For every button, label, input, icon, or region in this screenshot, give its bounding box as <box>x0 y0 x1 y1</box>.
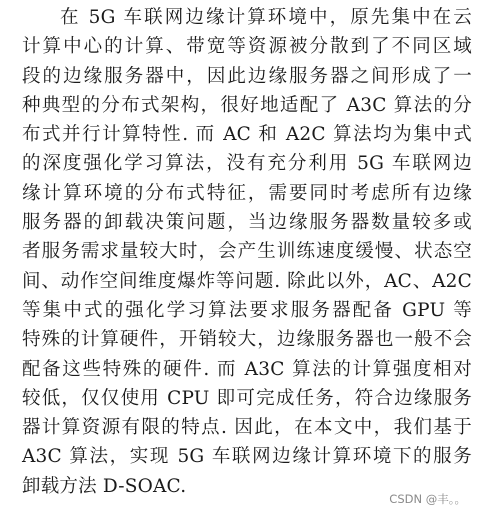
paragraph-line: 卸载方法 D-SOAC. <box>22 475 187 497</box>
paragraph-line: 段的边缘服务器中，因此边缘服务器之间形成了一 <box>22 65 472 87</box>
paragraph-line: 布式并行计算特性. 而 AC 和 A2C 算法均为集中式 <box>22 124 472 146</box>
paragraph-line: 计算中心的计算、带宽等资源被分散到了不同区域 <box>22 36 472 58</box>
paragraph-line: 较低，仅仅使用 CPU 即可完成任务，符合边缘服务 <box>22 387 472 409</box>
csdn-watermark: CSDN @丰。。 <box>389 492 466 506</box>
paragraph-line: 配备这些特殊的硬件. 而 A3C 算法的计算强度相对 <box>22 358 472 380</box>
paragraph-line: 特殊的计算硬件，开销较大，边缘服务器也一般不会 <box>22 329 472 351</box>
paragraph-line: A3C 算法，实现 5G 车联网边缘计算环境下的服务 <box>22 446 472 468</box>
paragraph-line: 者服务需求量较大时，会产生训练速度缓慢、状态空 <box>22 241 472 263</box>
paragraph-line: 在 5G 车联网边缘计算环境中，原先集中在云 <box>60 7 472 28</box>
body-paragraph <box>22 3 472 501</box>
paragraph-line: 间、动作空间维度爆炸等问题. 除此以外，AC、A2C <box>22 270 472 292</box>
paragraph-line: 服务器的卸载决策问题，当边缘服务器数量较多或 <box>22 212 472 234</box>
paragraph-line: 缘计算环境的分布式特征，需要同时考虑所有边缘 <box>22 182 472 204</box>
paragraph-line: 种典型的分布式架构，很好地适配了 A3C 算法的分 <box>22 94 472 116</box>
paragraph-line: 器计算资源有限的特点. 因此，在本文中，我们基于 <box>22 417 472 439</box>
paragraph-line: 等集中式的强化学习算法要求服务器配备 GPU 等 <box>22 299 472 321</box>
paragraph-line: 的深度强化学习算法，没有充分利用 5G 车联网边 <box>22 153 472 175</box>
